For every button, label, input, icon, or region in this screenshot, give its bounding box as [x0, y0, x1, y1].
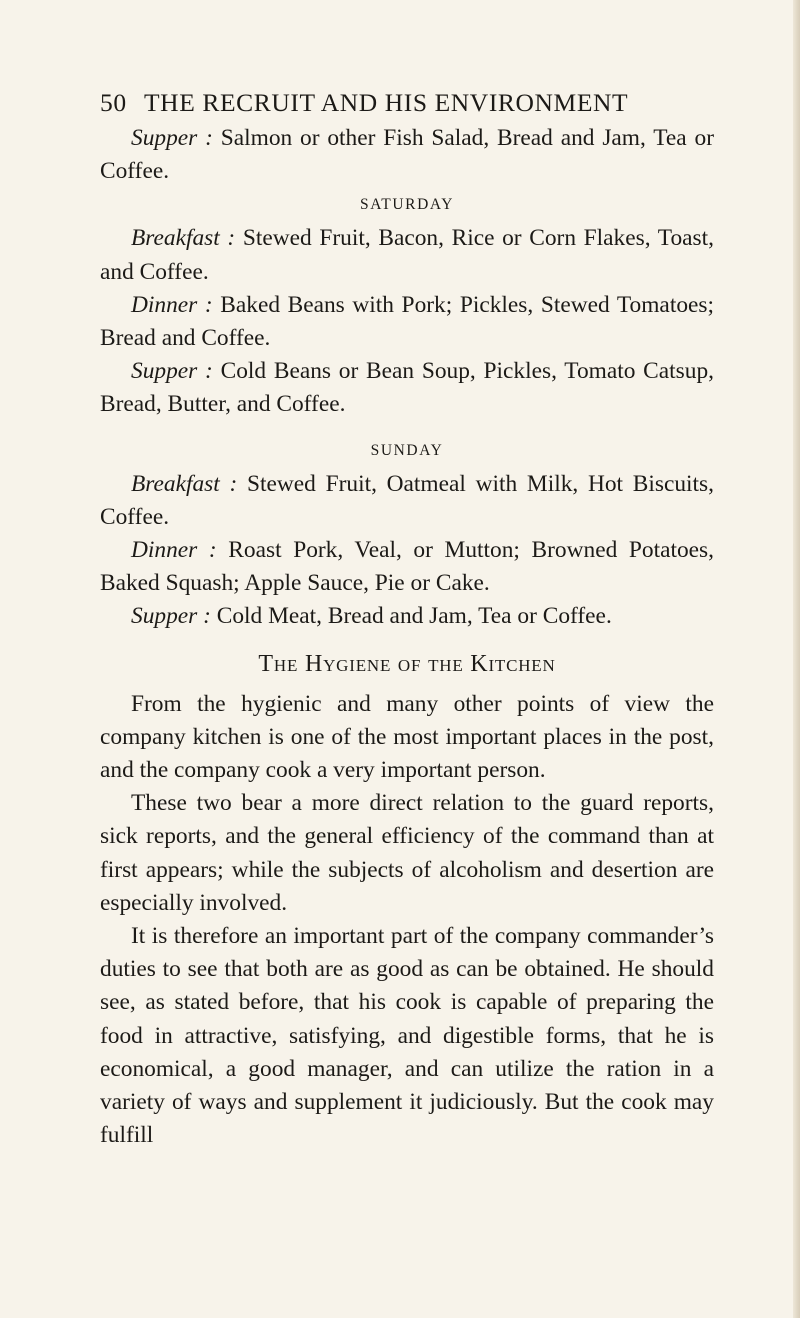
meal-label: Supper :: [131, 603, 211, 630]
meal-text: Stewed Fruit, Oatmeal with Milk, Hot Biscuits, Coffee.: [100, 470, 714, 530]
meal-text: Salmon or other Fish Salad, Bread and Jam, Tea or Coffee.: [100, 125, 714, 185]
meal-text: Roast Pork, Veal, or Mutton; Browned Potatoes, Baked Squash; Apple Sauce, Pie or Cake.: [100, 537, 714, 597]
day-heading-sunday: SUNDAY: [370, 441, 444, 459]
page-number: 50: [100, 88, 127, 117]
page-edge-shadow: [793, 0, 800, 1318]
day-heading-saturday: SATURDAY: [359, 196, 455, 214]
meal-text: Cold Beans or Bean Soup, Pickles, Tomato Catsup, Bread, Butter, and Coffee.: [100, 358, 714, 418]
sunday-breakfast-entry: [100, 468, 714, 534]
body-paragraph: It is therefore an important part of the company commander’s duties to see that both are as good as can be obtained. He should see, as stated before, that his cook is capable of preparing the food in attractive, satisfying, and digestible forms, that he is economical, a good manager, and can utilize the ration in a variety of ways and supplement it judiciously. But the cook may fulfill: [100, 923, 714, 1149]
meal-label: Supper :: [131, 358, 213, 385]
running-title: THE RECRUIT AND HIS ENVIRONMENT: [144, 88, 629, 117]
body-paragraph: These two bear a more direct relation to the guard reports, sick reports, and the general efficiency of the command than at first appears; while the subjects of alcoholism and desertion are especially involved.: [100, 790, 714, 916]
meal-label: Breakfast :: [131, 470, 238, 497]
friday-supper-entry: [100, 122, 714, 188]
meal-label: Breakfast :: [131, 225, 236, 252]
saturday-supper-entry: [100, 355, 714, 421]
saturday-dinner-entry: [100, 289, 714, 355]
meal-label: Dinner :: [131, 537, 217, 564]
saturday-breakfast-entry: [100, 222, 714, 288]
book-page: [100, 84, 714, 1152]
meal-text: Baked Beans with Pork; Pickles, Stewed Tomatoes; Bread and Coffee.: [100, 291, 714, 352]
sunday-supper-entry: [100, 600, 714, 633]
meal-text: Cold Meat, Bread and Jam, Tea or Coffee.: [216, 603, 612, 630]
section-heading: The Hygiene of the Kitchen: [258, 650, 556, 677]
running-head: [100, 84, 714, 122]
meal-text: Stewed Fruit, Bacon, Rice or Corn Flakes, Toast, and Coffee.: [100, 225, 714, 285]
meal-label: Dinner :: [131, 291, 213, 318]
meal-label: Supper :: [131, 125, 213, 151]
body-paragraph: From the hygienic and many other points of view the company kitchen is one of the most important places in the post, and the company cook a very important person.: [100, 690, 714, 784]
sunday-dinner-entry: [100, 534, 714, 600]
